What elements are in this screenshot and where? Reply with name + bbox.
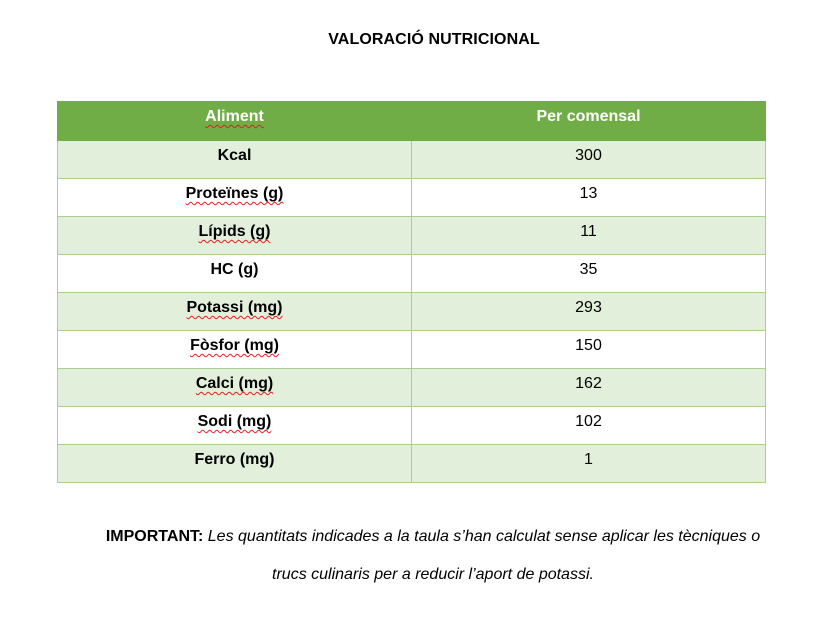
table-header-row — [58, 102, 766, 141]
row-value: 11 — [580, 223, 597, 240]
table-row — [58, 141, 766, 179]
row-value: 1 — [584, 451, 593, 468]
row-value-cell — [412, 141, 766, 179]
row-label-cell — [58, 369, 412, 407]
row-label-cell — [58, 445, 412, 483]
row-value: 13 — [579, 185, 598, 202]
row-label: Potassi (mg) — [186, 299, 283, 316]
row-value: 162 — [575, 375, 602, 392]
row-value: 35 — [579, 261, 598, 278]
row-label-cell — [58, 179, 412, 217]
note-text-line-2: trucs culinaris per a reducir l’aport de potassi. — [272, 566, 594, 583]
document-title: VALORACIÓ NUTRICIONAL — [328, 31, 540, 48]
row-label: Proteïnes (g) — [185, 185, 284, 202]
row-label: Fòsfor (mg) — [190, 337, 279, 354]
table-row — [58, 217, 766, 255]
table-row — [58, 445, 766, 483]
row-value: 293 — [575, 299, 602, 316]
note-lead: IMPORTANT: — [105, 528, 204, 545]
row-label: Lípids (g) — [198, 223, 271, 240]
table-row — [58, 179, 766, 217]
table-row — [58, 407, 766, 445]
header-label: Per comensal — [536, 108, 641, 125]
row-label-cell — [58, 141, 412, 179]
table-row — [58, 255, 766, 293]
row-value: 300 — [575, 147, 602, 164]
row-label: Kcal — [217, 147, 252, 164]
row-label-cell — [58, 255, 412, 293]
row-value-cell — [412, 331, 766, 369]
header-cell-aliment — [58, 102, 412, 141]
row-value-cell — [412, 217, 766, 255]
row-value-cell — [412, 179, 766, 217]
table-row — [58, 369, 766, 407]
row-label: Calci (mg) — [195, 375, 274, 392]
important-note — [40, 518, 826, 594]
nutrition-table — [57, 101, 766, 483]
row-label-cell — [58, 217, 412, 255]
row-value: 150 — [575, 337, 602, 354]
row-value-cell — [412, 445, 766, 483]
row-value-cell — [412, 293, 766, 331]
row-value-cell — [412, 255, 766, 293]
row-label: Sodi (mg) — [197, 413, 272, 430]
row-label: HC (g) — [210, 261, 259, 278]
row-label: Ferro (mg) — [194, 451, 275, 468]
row-value-cell — [412, 407, 766, 445]
note-text-line-1: Les quantitats indicades a la taula s’han calculat sense aplicar les tècniques o — [207, 528, 761, 545]
header-label: Aliment — [205, 108, 264, 125]
table-row — [58, 331, 766, 369]
table-row — [58, 293, 766, 331]
header-cell-per-comensal — [412, 102, 766, 141]
row-label-cell — [58, 293, 412, 331]
row-label-cell — [58, 407, 412, 445]
row-value: 102 — [575, 413, 602, 430]
row-value-cell — [412, 369, 766, 407]
row-label-cell — [58, 331, 412, 369]
